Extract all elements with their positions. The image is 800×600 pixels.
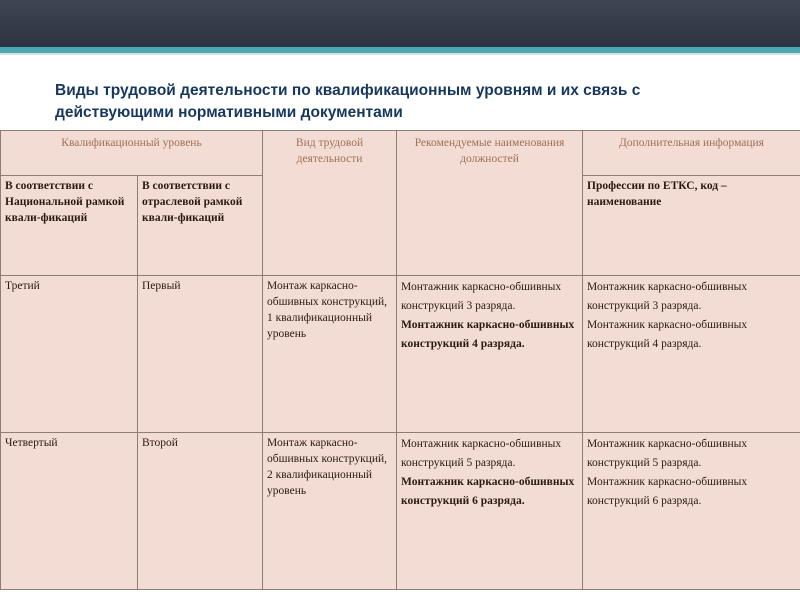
additional-item: Монтажник каркасно-обшивных конструкций 3 разряда. <box>587 281 748 312</box>
cell-branch-level: Первый <box>138 276 263 433</box>
cell-national-level: Четвертый <box>1 433 138 590</box>
additional-item: Монтажник каркасно-обшивных конструкций 6 разряда. <box>587 476 748 507</box>
cell-additional <box>583 276 800 433</box>
cell-branch-level: Второй <box>138 433 263 590</box>
subheader-branch-framework: В соответствии с отраслевой рамкой квали-фикаций <box>138 176 263 276</box>
header-qualification-level: Квалификационный уровень <box>1 131 263 176</box>
subheader-national-framework: В соответствии с Национальной рамкой квали-фикаций <box>1 176 138 276</box>
cell-positions <box>397 433 583 590</box>
header-additional-info: Дополнительная информация <box>583 131 800 176</box>
cell-national-level: Третий <box>1 276 138 433</box>
cell-activity: Монтаж каркасно-обшивных конструкций, 2 квалификационный уровень <box>263 433 397 590</box>
page-title: Виды трудовой деятельности по квалификационным уровням и их связь с действующими нормативными документами <box>55 82 641 121</box>
table-row <box>1 276 800 433</box>
cell-additional <box>583 433 800 590</box>
table-row <box>1 433 800 590</box>
header-recommended-positions: Рекомендуемые наименования должностей <box>397 131 583 276</box>
top-accent-line <box>0 53 800 55</box>
additional-item: Монтажник каркасно-обшивных конструкций 5 разряда. <box>587 438 748 469</box>
position-item: Монтажник каркасно-обшивных конструкций 5 разряда. <box>401 438 562 469</box>
position-item: Монтажник каркасно-обшивных конструкций 6 разряда. <box>401 476 575 507</box>
cell-activity: Монтаж каркасно-обшивных конструкций, 1 квалификационный уровень <box>263 276 397 433</box>
header-activity-type: Вид трудовой деятельности <box>263 131 397 276</box>
position-item: Монтажник каркасно-обшивных конструкций 3 разряда. <box>401 281 562 312</box>
cell-positions <box>397 276 583 433</box>
table-header-row <box>1 131 800 176</box>
subheader-etks: Профессии по ЕТКС, код – наименование <box>583 176 800 276</box>
qualification-table <box>0 130 800 590</box>
position-item: Монтажник каркасно-обшивных конструкций 4 разряда. <box>401 319 575 350</box>
additional-item: Монтажник каркасно-обшивных конструкций 4 разряда. <box>587 319 748 350</box>
top-banner <box>0 0 800 47</box>
